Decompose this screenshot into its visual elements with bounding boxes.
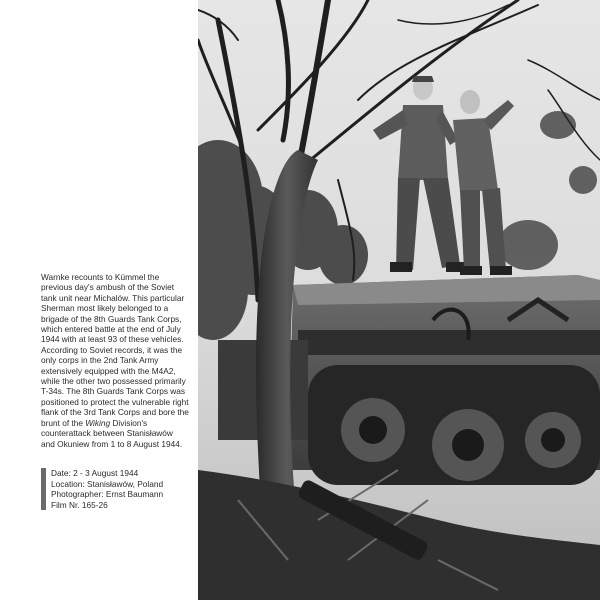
caption-photographer: Photographer: Ernst Baumann [51, 489, 164, 499]
text-column [0, 0, 198, 600]
photograph [198, 0, 600, 600]
body-text-part2: Division's counterattack between Stanisławów and Okuniew from 1 to 8 August 1944. [41, 417, 183, 449]
body-text-italic: Wiking [85, 417, 111, 428]
caption-location: Location: Stanisławów, Poland [51, 478, 164, 489]
caption-film: Film Nr. 165-26 [51, 499, 108, 510]
body-text-part1: Warnke recounts to Kümmel the previous day's ambush of the Soviet tank unit near Michalów. This particular Sherman most likely belonged to a brigade of the 8th Guards Tank Corps, which entered battle at the end of July 1944 with at least 93 of these vehicles. According to Soviet records, it was the only corps in the 2nd Tank Army extensively equipped with the M4A2, while the other two possessed primarily T-34s. The 8th Guards Tank Corps was positioned to protect the vulnerable right flank of the 3rd Tank Corps and bore the brunt of the [41, 272, 189, 428]
caption-date: Date: 2 - 3 August 1944 [51, 468, 139, 478]
body-paragraph [41, 272, 189, 449]
photo-caption [41, 468, 201, 510]
